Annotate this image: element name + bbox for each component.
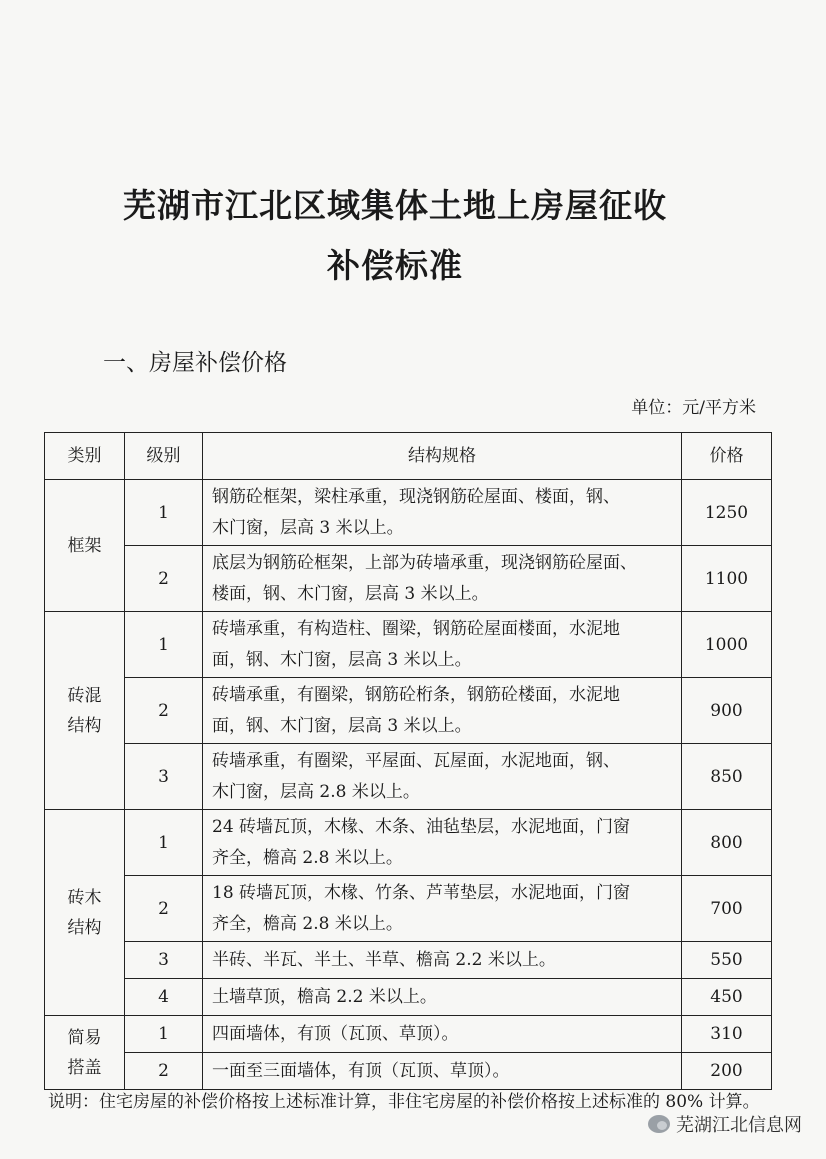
watermark (648, 1111, 802, 1137)
price-cell: 200 (682, 1053, 772, 1090)
level-cell: 1 (125, 810, 203, 876)
price-cell: 900 (682, 678, 772, 744)
price-cell: 550 (682, 942, 772, 979)
document-title-line2: 补偿标准 (327, 246, 463, 285)
level-cell: 1 (125, 1016, 203, 1053)
header-level: 级别 (125, 433, 203, 480)
table-row (45, 1016, 772, 1053)
price-cell: 800 (682, 810, 772, 876)
spec-cell: 砖墙承重，有圈梁，钢筋砼桁条，钢筋砼楼面，水泥地 面，钢、木门窗，层高 3 米以上。 (203, 678, 682, 744)
category-cell: 砖木 结构 (45, 810, 125, 1016)
spec-cell: 砖墙承重，有圈梁，平屋面、瓦屋面，水泥地面，钢、 木门窗，层高 2.8 米以上。 (203, 744, 682, 810)
spec-cell: 一面至三面墙体，有顶（瓦顶、草顶）。 (203, 1053, 682, 1090)
chat-bubble-icon (648, 1115, 670, 1133)
spec-cell: 砖墙承重，有构造柱、圈梁，钢筋砼屋面楼面，水泥地 面，钢、木门窗，层高 3 米以上。 (203, 612, 682, 678)
price-cell: 1000 (682, 612, 772, 678)
table-row (45, 612, 772, 678)
level-cell: 4 (125, 979, 203, 1016)
spec-cell: 土墙草顶，檐高 2.2 米以上。 (203, 979, 682, 1016)
spec-cell: 四面墙体，有顶（瓦顶、草顶）。 (203, 1016, 682, 1053)
spec-cell: 半砖、半瓦、半土、半草、檐高 2.2 米以上。 (203, 942, 682, 979)
category-cell: 砖混 结构 (45, 612, 125, 810)
level-cell: 1 (125, 480, 203, 546)
table-row (45, 744, 772, 810)
level-cell: 1 (125, 612, 203, 678)
table-row (45, 678, 772, 744)
level-cell: 3 (125, 942, 203, 979)
table-row (45, 1053, 772, 1090)
footnote: 说明：住宅房屋的补偿价格按上述标准计算，非住宅房屋的补偿价格按上述标准的 80% 计算。 (48, 1092, 760, 1112)
price-cell: 450 (682, 979, 772, 1016)
document-title-line1: 芜湖市江北区域集体土地上房屋征收 (123, 186, 667, 225)
level-cell: 2 (125, 546, 203, 612)
header-category: 类别 (45, 433, 125, 480)
unit-label: 单位：元/平方米 (631, 398, 756, 418)
watermark-text: 芜湖江北信息网 (676, 1115, 802, 1136)
category-cell: 框架 (45, 480, 125, 612)
compensation-table (44, 432, 772, 1090)
table-header-row (45, 433, 772, 480)
price-cell: 700 (682, 876, 772, 942)
level-cell: 2 (125, 1053, 203, 1090)
table-row (45, 979, 772, 1016)
price-cell: 1250 (682, 480, 772, 546)
header-spec: 结构规格 (203, 433, 682, 480)
table-row (45, 942, 772, 979)
table-row (45, 480, 772, 546)
price-cell: 850 (682, 744, 772, 810)
header-price: 价格 (682, 433, 772, 480)
level-cell: 2 (125, 876, 203, 942)
spec-cell: 24 砖墙瓦顶，木椽、木条、油毡垫层，水泥地面，门窗 齐全，檐高 2.8 米以上。 (203, 810, 682, 876)
price-cell: 310 (682, 1016, 772, 1053)
spec-cell: 18 砖墙瓦顶，木椽、竹条、芦苇垫层，水泥地面，门窗 齐全，檐高 2.8 米以上。 (203, 876, 682, 942)
spec-cell: 底层为钢筋砼框架，上部为砖墙承重，现浇钢筋砼屋面、 楼面，钢、木门窗，层高 3 米以上。 (203, 546, 682, 612)
category-cell: 简易 搭盖 (45, 1016, 125, 1090)
spec-cell: 钢筋砼框架，梁柱承重，现浇钢筋砼屋面、楼面，钢、 木门窗，层高 3 米以上。 (203, 480, 682, 546)
table-row (45, 810, 772, 876)
section-heading: 一、房屋补偿价格 (103, 350, 287, 376)
table-row (45, 546, 772, 612)
level-cell: 2 (125, 678, 203, 744)
level-cell: 3 (125, 744, 203, 810)
table-row (45, 876, 772, 942)
price-cell: 1100 (682, 546, 772, 612)
